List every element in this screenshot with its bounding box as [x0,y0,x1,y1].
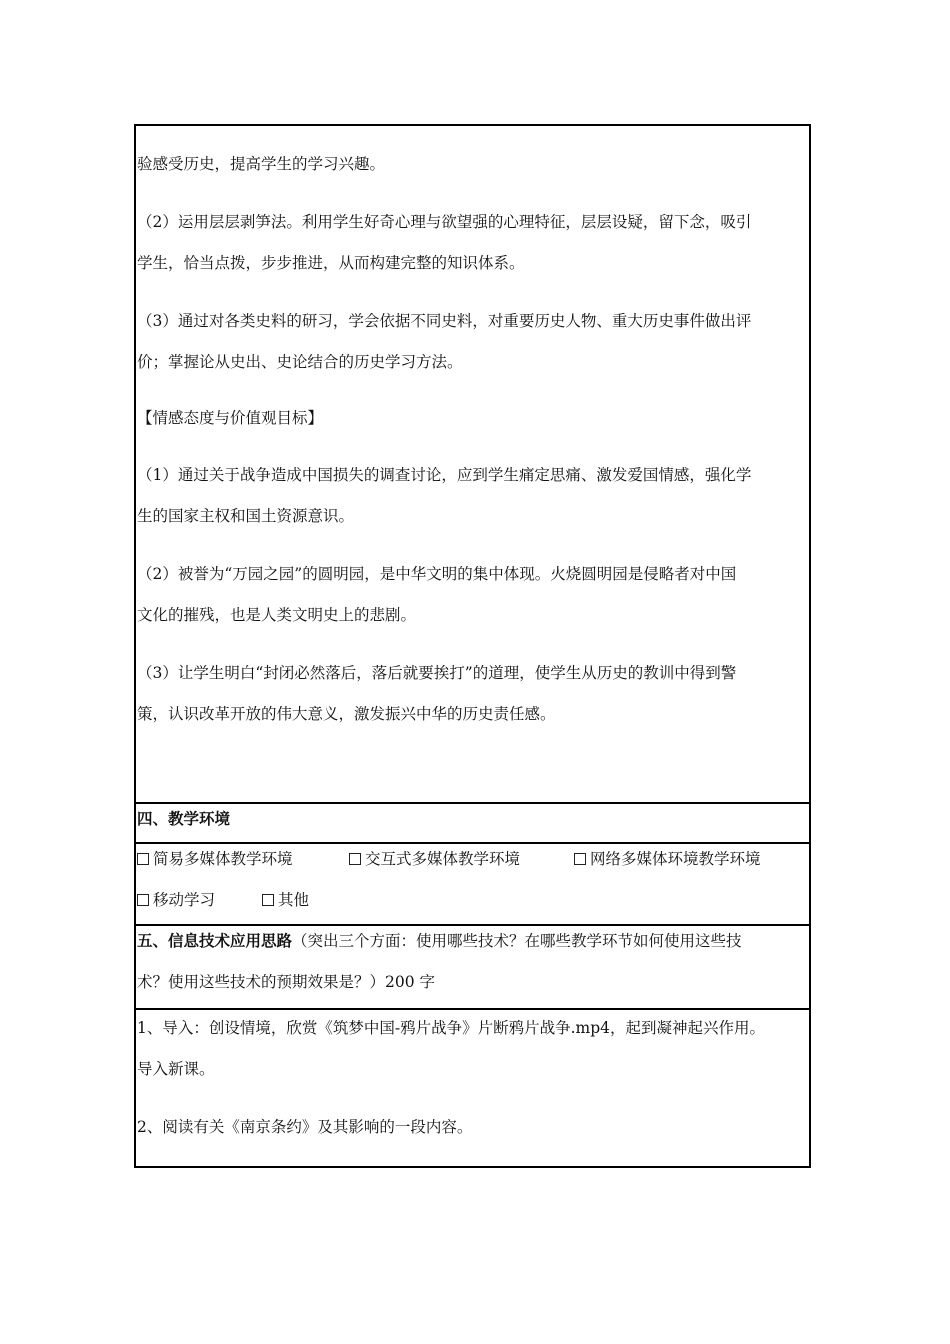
paragraph-line: 生的国家主权和国土资源意识。 [137,507,355,525]
section5-heading-cell [136,924,809,1008]
checkbox-icon [574,853,586,865]
paragraph-line: （3）让学生明白“封闭必然落后，落后就要挨打”的道理，使学生从历史的教训中得到警 [137,664,737,682]
checkbox-icon [262,894,274,906]
objectives-cell [136,126,809,802]
paragraph-line: 导入新课。 [137,1060,215,1078]
option-simple-multimedia[interactable]: 简易多媒体教学环境 [137,849,349,869]
option-interactive-multimedia[interactable]: 交互式多媒体教学环境 [349,849,574,869]
paragraph-line: 1、导入：创设情境，欣赏《筑梦中国-鸦片战争》片断鸦片战争.mp4，起到凝神起兴作用。 [137,1019,766,1037]
option-other[interactable]: 其他 [262,890,309,910]
paragraph-line: （1）通过关于战争造成中国损失的调查讨论，应到学生痛定思痛、激发爱国情感，强化学 [137,466,752,484]
section4-heading-cell [136,802,809,842]
paragraph-line: 学生，恰当点拨，步步推进，从而构建完整的知识体系。 [137,254,525,272]
section-heading-line2: 术？使用这些技术的预期效果是？）200 字 [137,973,436,991]
options-row [136,890,809,910]
checkbox-icon [137,894,149,906]
emotion-heading: 【情感态度与价值观目标】 [137,409,324,427]
checkbox-icon [137,853,149,865]
paragraph-line: （3）通过对各类史料的研习，学会依据不同史料，对重要历史人物、重大历史事件做出评 [137,312,752,330]
ideas-cell [136,1008,809,1166]
section-heading: 五、信息技术应用思路（突出三个方面：使用哪些技术？在哪些教学环节如何使用这些技 [137,931,742,950]
lesson-plan-table [134,124,811,1168]
paragraph-line: 策，认识改革开放的伟大意义，激发振兴中华的历史责任感。 [137,705,556,723]
options-row [136,849,809,869]
option-mobile-learning[interactable]: 移动学习 [137,890,262,910]
paragraph-line: 价；掌握论从史出、史论结合的历史学习方法。 [137,353,463,371]
environment-options-cell [136,842,809,924]
checkbox-icon [349,853,361,865]
paragraph-line: 验感受历史，提高学生的学习兴趣。 [137,155,386,173]
section-heading: 四、教学环境 [137,809,231,828]
paragraph-line: 2、阅读有关《南京条约》及其影响的一段内容。 [137,1118,473,1136]
paragraph-line: （2）运用层层剥笋法。利用学生好奇心理与欲望强的心理特征，层层设疑，留下念，吸引 [137,213,752,231]
paragraph-line: 文化的摧残，也是人类文明史上的悲剧。 [137,606,417,624]
paragraph-line: （2）被誉为“万园之园”的圆明园，是中华文明的集中体现。火烧圆明园是侵略者对中国 [137,565,737,583]
option-network-multimedia[interactable]: 网络多媒体环境教学环境 [574,849,761,869]
